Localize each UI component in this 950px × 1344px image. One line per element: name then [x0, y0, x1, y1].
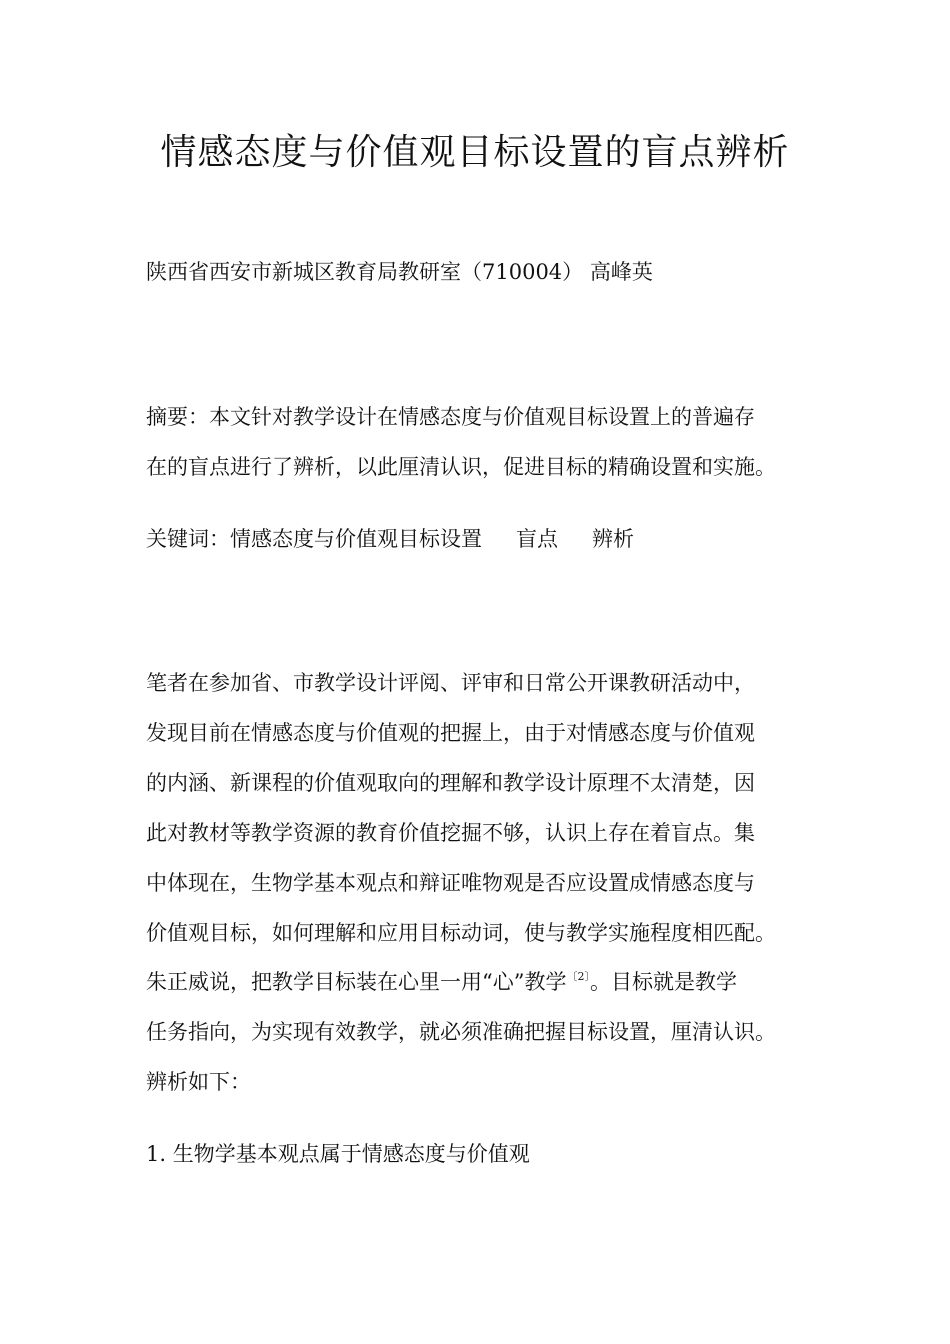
abstract-line-2: 在的盲点进行了辨析，以此厘清认识，促进目标的精确设置和实施。 — [146, 455, 776, 479]
body-line-3: 的内涵、新课程的价值观取向的理解和教学设计原理不太清楚，因 — [146, 771, 755, 795]
citation-ref: 〔2〕 — [566, 970, 590, 983]
body-line-5: 中体现在，生物学基本观点和辩证唯物观是否应设置成情感态度与 — [146, 871, 755, 895]
keywords-label: 关键词： — [146, 527, 230, 551]
body-line-9: 辨析如下： — [146, 1070, 251, 1094]
body-line-7 — [146, 967, 737, 997]
abstract-line-1: 摘要：本文针对教学设计在情感态度与价值观目标设置上的普遍存 — [146, 405, 755, 429]
keyword-3: 辨析 — [592, 527, 634, 551]
section-1-heading: 1. 生物学基本观点属于情感态度与价值观 — [146, 1142, 530, 1166]
body-line-8: 任务指向，为实现有效教学，就必须准确把握目标设置，厘清认识。 — [146, 1020, 776, 1044]
document-title: 情感态度与价值观目标设置的盲点辨析 — [160, 132, 790, 173]
body-line-2: 发现目前在情感态度与价值观的把握上，由于对情感态度与价值观 — [146, 721, 755, 745]
body-line-6: 价值观目标，如何理解和应用目标动词，使与教学实施程度相匹配。 — [146, 921, 776, 945]
body-line-4: 此对教材等教学资源的教育价值挖掘不够，认识上存在着盲点。集 — [146, 821, 755, 845]
keyword-2: 盲点 — [516, 527, 558, 551]
body-line-7-tail: 。目标就是教学 — [589, 970, 737, 994]
body-line-1: 笔者在参加省、市教学设计评阅、评审和日常公开课教研活动中， — [146, 671, 755, 695]
author-affiliation: 陕西省西安市新城区教育局教研室（710004） 高峰英 — [146, 260, 653, 284]
keywords-line — [146, 524, 634, 554]
body-line-7-text: 朱正威说，把教学目标装在心里一用“心”教学 — [146, 970, 567, 994]
keyword-1: 情感态度与价值观目标设置 — [230, 527, 482, 551]
